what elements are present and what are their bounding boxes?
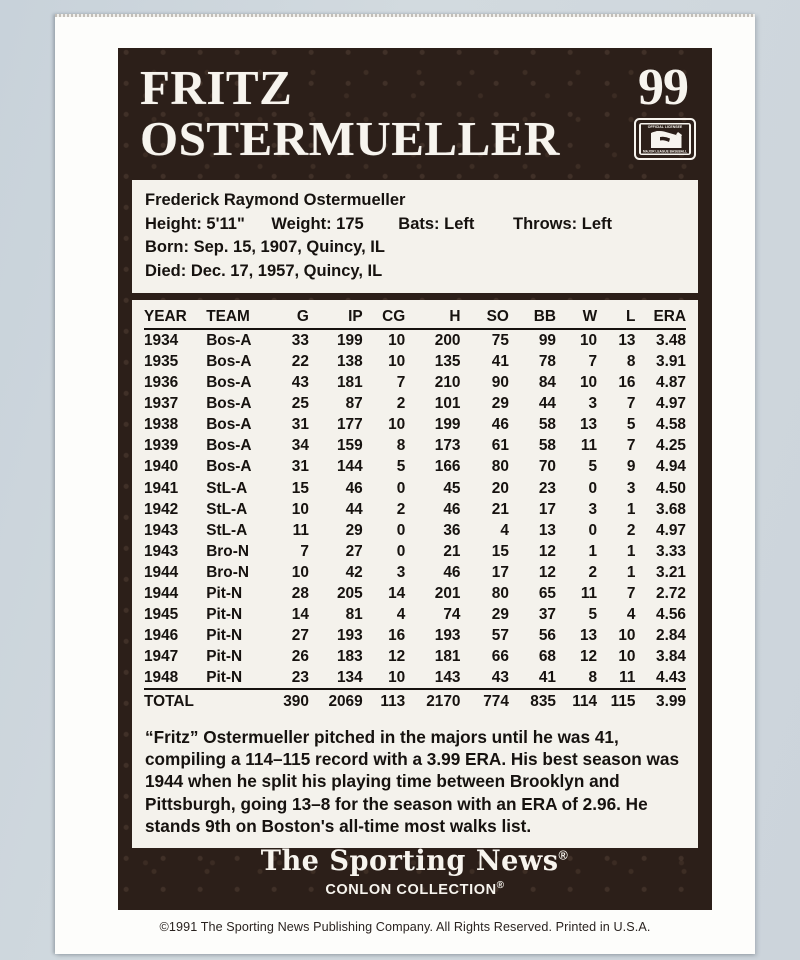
stats-cell-team: StL-A [206, 521, 248, 539]
card-header [118, 48, 712, 180]
stats-cell-cg: 10 [388, 416, 406, 434]
stats-cell-ip: 81 [345, 605, 363, 623]
col-header-w: W [556, 306, 597, 329]
stats-cell-w: 12 [579, 647, 598, 665]
conlon-collection-label [118, 880, 712, 898]
stats-cell-w: 10 [579, 332, 598, 350]
stats-cell-era: 3.68 [656, 500, 686, 518]
stats-cell-h: 36 [443, 521, 461, 539]
stats-row [144, 435, 686, 456]
stats-cell-cg: 8 [396, 437, 406, 455]
sporting-news-text: The Sporting News [261, 844, 559, 878]
stats-cell-cg: 3 [396, 563, 406, 581]
stats-cell-year: 1935 [144, 353, 179, 371]
stats-cell-l: 1 [626, 542, 636, 560]
stats-cell-year: 1944 [144, 563, 179, 581]
stats-cell-l: 1 [626, 563, 636, 581]
stats-cell-so: 43 [491, 668, 509, 686]
stats-cell-g: 31 [291, 458, 309, 476]
stats-cell-so: 4 [500, 521, 509, 539]
stats-cell-g: 33 [291, 332, 309, 350]
stats-cell-h: 46 [443, 500, 461, 518]
stats-cell-team: StL-A [206, 500, 248, 518]
stats-cell-bb: 12 [538, 542, 556, 560]
stats-cell-g: 31 [291, 416, 309, 434]
stats-cell-l: 7 [626, 437, 636, 455]
stats-cell-w: 13 [579, 626, 598, 644]
stats-cell-so: 80 [491, 584, 509, 602]
stats-cell-team: Bos-A [206, 332, 252, 350]
stats-cell-year: 1948 [144, 668, 179, 686]
stats-total-cell-l: 115 [597, 689, 635, 712]
stats-total-cell-ip: 2069 [309, 689, 363, 712]
stats-cell-cg: 0 [396, 479, 406, 497]
stats-cell-ip: 183 [337, 647, 363, 665]
stats-cell-bb: 37 [538, 605, 556, 623]
stats-cell-so: 75 [491, 332, 509, 350]
stats-cell-h: 173 [434, 437, 461, 455]
player-narrative: “Fritz” Ostermueller pitched in the majors until he was 41, compiling a 114–115 record with a 3.99 ERA. His best season was 1944 when he split his playing time between Brooklyn and Pittsburgh, going 13–8 for the season with an ERA of 2.96. He stands 9th on Boston's all-time most walks list. [145, 726, 680, 837]
stats-and-narrative-box [132, 300, 698, 848]
conlon-collection-text: CONLON COLLECTION [325, 882, 497, 898]
stats-cell-so: 15 [491, 542, 509, 560]
stats-cell-g: 14 [291, 605, 309, 623]
weight-label: Weight: [271, 214, 332, 233]
stats-cell-l: 7 [626, 584, 636, 602]
stats-cell-bb: 17 [538, 500, 556, 518]
stats-cell-era: 4.50 [656, 479, 686, 497]
stats-cell-ip: 193 [337, 626, 363, 644]
stats-cell-ip: 44 [345, 500, 363, 518]
card-number: 99 [638, 59, 688, 116]
throws-value: Left [581, 214, 613, 233]
stats-row [144, 541, 686, 562]
stats-cell-cg: 7 [396, 374, 406, 392]
bio-died-line [145, 260, 685, 284]
stats-total-cell-so: 774 [460, 689, 508, 712]
bats-value: Left [444, 214, 475, 233]
stats-cell-team: Pit-N [206, 647, 243, 665]
stats-total-cell-team [198, 689, 270, 712]
stats-cell-year: 1946 [144, 626, 179, 644]
stats-cell-year: 1945 [144, 605, 179, 623]
col-header-team: TEAM [198, 306, 270, 329]
stats-cell-team: Bos-A [206, 395, 252, 413]
bio-physical-line [145, 213, 685, 237]
stats-cell-era: 4.87 [656, 374, 686, 392]
stats-cell-g: 43 [291, 374, 309, 392]
stats-cell-ip: 134 [337, 668, 363, 686]
col-header-g: G [270, 306, 309, 329]
born-value: Sep. 15, 1907, Quincy, IL [193, 238, 385, 257]
stats-cell-ip: 181 [337, 374, 363, 392]
stats-cell-l: 7 [626, 395, 636, 413]
stats-cell-h: 199 [434, 416, 461, 434]
stats-cell-era: 4.25 [656, 437, 686, 455]
stats-cell-g: 27 [291, 626, 309, 644]
stats-cell-year: 1943 [144, 542, 179, 560]
stats-cell-year: 1943 [144, 521, 179, 539]
stats-cell-so: 80 [491, 458, 509, 476]
stats-cell-l: 9 [626, 458, 636, 476]
stats-cell-l: 5 [626, 416, 636, 434]
stats-cell-bb: 58 [538, 437, 556, 455]
stats-cell-w: 2 [588, 563, 598, 581]
stats-cell-g: 11 [292, 521, 309, 539]
stats-cell-w: 0 [588, 521, 598, 539]
col-header-era: ERA [635, 306, 686, 329]
stats-cell-w: 13 [579, 416, 598, 434]
stats-cell-g: 26 [291, 647, 309, 665]
career-stats-table-wrapper [132, 300, 698, 718]
stats-cell-l: 8 [626, 353, 636, 371]
col-header-l: L [597, 306, 635, 329]
stats-cell-so: 17 [491, 563, 509, 581]
stats-cell-so: 29 [491, 605, 509, 623]
stats-total-cell-w: 114 [556, 689, 597, 712]
stats-cell-h: 45 [443, 479, 461, 497]
stats-cell-l: 4 [626, 605, 636, 623]
stats-cell-ip: 159 [337, 437, 363, 455]
stats-row [144, 562, 686, 583]
stats-cell-cg: 16 [388, 626, 406, 644]
stats-cell-cg: 2 [396, 395, 406, 413]
stats-cell-g: 28 [291, 584, 309, 602]
stats-row [144, 583, 686, 604]
stats-cell-team: Bos-A [206, 437, 252, 455]
stats-table-body [144, 329, 686, 711]
stats-cell-w: 11 [580, 437, 598, 455]
stats-cell-era: 3.84 [656, 647, 686, 665]
stats-cell-year: 1936 [144, 374, 179, 392]
col-header-year: YEAR [144, 306, 198, 329]
stats-cell-so: 29 [491, 395, 509, 413]
stats-cell-cg: 2 [396, 500, 406, 518]
stats-cell-w: 5 [588, 605, 598, 623]
stats-row [144, 667, 686, 689]
stats-cell-cg: 5 [396, 458, 406, 476]
stats-cell-era: 4.97 [656, 395, 686, 413]
stats-cell-era: 4.97 [656, 521, 686, 539]
stats-cell-year: 1947 [144, 647, 179, 665]
brand-footer [118, 844, 712, 898]
stats-cell-h: 135 [434, 353, 461, 371]
stats-cell-era: 2.84 [656, 626, 686, 644]
stats-cell-g: 7 [300, 542, 309, 560]
stats-cell-year: 1934 [144, 332, 179, 350]
stats-cell-l: 3 [626, 479, 636, 497]
stats-cell-bb: 41 [538, 668, 556, 686]
stats-total-cell-year: TOTAL [144, 689, 198, 712]
stats-cell-bb: 56 [538, 626, 556, 644]
stats-cell-bb: 99 [538, 332, 556, 350]
stats-total-cell-cg: 113 [363, 689, 406, 712]
born-label: Born: [145, 238, 189, 257]
stats-cell-bb: 58 [538, 416, 556, 434]
stats-cell-team: Bos-A [206, 374, 252, 392]
stats-cell-h: 46 [443, 563, 461, 581]
stats-cell-year: 1937 [144, 395, 179, 413]
stats-cell-team: Pit-N [206, 584, 243, 602]
stats-cell-ip: 144 [337, 458, 363, 476]
stats-cell-g: 25 [291, 395, 309, 413]
stats-cell-year: 1938 [144, 416, 179, 434]
col-header-so: SO [460, 306, 508, 329]
stats-cell-h: 193 [434, 626, 461, 644]
stats-cell-era: 3.91 [656, 353, 686, 371]
stats-cell-year: 1941 [144, 479, 179, 497]
stats-cell-team: Bos-A [206, 458, 252, 476]
stats-cell-l: 1 [626, 500, 636, 518]
col-header-ip: IP [309, 306, 363, 329]
died-value: Dec. 17, 1957, Quincy, IL [190, 261, 383, 280]
stats-cell-so: 66 [491, 647, 509, 665]
stats-cell-h: 74 [443, 605, 461, 623]
stats-cell-era: 2.72 [656, 584, 686, 602]
stats-cell-so: 46 [491, 416, 509, 434]
stats-cell-so: 20 [491, 479, 509, 497]
stats-total-row [144, 689, 686, 712]
player-last-name: OSTERMUELLER [140, 111, 560, 167]
stats-cell-cg: 10 [388, 332, 406, 350]
stats-cell-cg: 4 [396, 605, 406, 623]
sporting-news-wordmark [261, 844, 569, 877]
stats-row [144, 456, 686, 477]
stats-cell-bb: 13 [538, 521, 556, 539]
stats-cell-w: 7 [588, 353, 598, 371]
stats-cell-w: 10 [579, 374, 598, 392]
stats-cell-bb: 23 [538, 479, 556, 497]
stats-cell-era: 4.56 [656, 605, 686, 623]
stats-row [144, 351, 686, 372]
stats-total-cell-bb: 835 [509, 689, 556, 712]
stats-cell-cg: 12 [388, 647, 406, 665]
stats-cell-l: 10 [618, 647, 636, 665]
stats-row [144, 478, 686, 499]
panel-divider [118, 293, 712, 300]
stats-row [144, 604, 686, 625]
stats-cell-w: 3 [588, 395, 598, 413]
player-bio-box [132, 180, 698, 293]
stats-cell-ip: 42 [345, 563, 363, 581]
stats-cell-g: 15 [291, 479, 309, 497]
card-dark-panel [118, 48, 712, 910]
stats-cell-team: Pit-N [206, 668, 243, 686]
stats-cell-g: 23 [291, 668, 309, 686]
stats-cell-team: StL-A [206, 479, 248, 497]
copyright-line: ©1991 The Sporting News Publishing Company. All Rights Reserved. Printed in U.S.A. [159, 920, 651, 934]
stats-cell-h: 200 [434, 332, 461, 350]
registered-mark-icon-2: ® [496, 880, 505, 892]
stats-cell-ip: 138 [337, 353, 363, 371]
stats-cell-team: Bos-A [206, 353, 252, 371]
stats-cell-so: 57 [491, 626, 509, 644]
career-stats-table [144, 306, 686, 711]
stats-cell-h: 143 [434, 668, 461, 686]
mlb-official-licensee-icon [634, 118, 696, 160]
stats-cell-l: 2 [626, 521, 636, 539]
stats-cell-era: 3.48 [656, 332, 686, 350]
stats-cell-cg: 10 [388, 353, 406, 371]
stats-row [144, 393, 686, 414]
stats-row [144, 329, 686, 351]
height-value: 5'11" [206, 214, 245, 233]
stats-cell-so: 41 [491, 353, 509, 371]
stats-cell-l: 11 [619, 668, 636, 686]
stats-cell-cg: 14 [388, 584, 406, 602]
stats-cell-era: 4.58 [656, 416, 686, 434]
stats-cell-era: 3.21 [656, 563, 686, 581]
col-header-h: H [405, 306, 460, 329]
stats-cell-h: 201 [434, 584, 461, 602]
stats-row [144, 625, 686, 646]
stats-cell-cg: 10 [388, 668, 406, 686]
stats-cell-year: 1944 [144, 584, 179, 602]
stats-cell-era: 3.33 [656, 542, 686, 560]
stats-cell-g: 34 [291, 437, 309, 455]
stats-cell-w: 1 [588, 542, 598, 560]
stats-cell-year: 1942 [144, 500, 179, 518]
stats-cell-team: Pit-N [206, 605, 243, 623]
stats-cell-team: Bro-N [206, 542, 249, 560]
bats-label: Bats: [398, 214, 440, 233]
stats-cell-team: Bos-A [206, 416, 252, 434]
registered-mark-icon: ® [558, 847, 569, 863]
stats-table-head [144, 306, 686, 329]
stats-cell-ip: 27 [345, 542, 363, 560]
player-first-name: FRITZ [140, 60, 293, 115]
stats-cell-era: 4.43 [656, 668, 686, 686]
stats-cell-w: 11 [580, 584, 598, 602]
stats-cell-ip: 29 [345, 521, 363, 539]
player-name [140, 59, 692, 167]
stats-total-cell-era: 3.99 [635, 689, 686, 712]
baseball-card-back [55, 14, 755, 954]
stats-cell-bb: 12 [538, 563, 556, 581]
stats-cell-ip: 177 [337, 416, 363, 434]
stats-row [144, 414, 686, 435]
stats-cell-year: 1939 [144, 437, 179, 455]
bio-born-line [145, 236, 685, 260]
stats-cell-bb: 84 [538, 374, 556, 392]
stats-cell-w: 8 [588, 668, 598, 686]
stats-cell-l: 13 [618, 332, 636, 350]
stats-cell-w: 5 [588, 458, 598, 476]
stats-cell-g: 10 [291, 500, 309, 518]
svg-text:OFFICIAL LICENSEE: OFFICIAL LICENSEE [647, 125, 683, 130]
stats-cell-ip: 205 [337, 584, 363, 602]
stats-cell-w: 3 [588, 500, 598, 518]
stats-cell-ip: 199 [337, 332, 363, 350]
svg-text:MAJOR LEAGUE BASEBALL: MAJOR LEAGUE BASEBALL [643, 149, 687, 154]
col-header-cg: CG [363, 306, 406, 329]
stats-cell-l: 10 [618, 626, 636, 644]
stats-cell-g: 22 [291, 353, 309, 371]
stats-cell-bb: 65 [538, 584, 556, 602]
stats-cell-cg: 0 [396, 521, 406, 539]
height-label: Height: [145, 214, 202, 233]
throws-label: Throws: [513, 214, 578, 233]
stats-cell-so: 90 [491, 374, 509, 392]
stats-cell-year: 1940 [144, 458, 179, 476]
stats-total-cell-g: 390 [270, 689, 309, 712]
stats-cell-h: 181 [434, 647, 461, 665]
stats-cell-bb: 78 [538, 353, 556, 371]
stats-cell-bb: 68 [538, 647, 556, 665]
stats-cell-h: 166 [434, 458, 461, 476]
stats-cell-g: 10 [291, 563, 309, 581]
stats-cell-h: 21 [443, 542, 461, 560]
stats-cell-w: 0 [588, 479, 598, 497]
died-label: Died: [145, 261, 187, 280]
stats-cell-bb: 44 [538, 395, 556, 413]
stats-cell-so: 21 [491, 500, 509, 518]
stats-cell-so: 61 [491, 437, 509, 455]
stats-cell-ip: 87 [345, 395, 363, 413]
stats-header-row [144, 306, 686, 329]
stats-total-cell-h: 2170 [405, 689, 460, 712]
stats-row [144, 499, 686, 520]
stats-cell-h: 101 [434, 395, 461, 413]
stats-cell-team: Bro-N [206, 563, 249, 581]
stats-cell-ip: 46 [345, 479, 363, 497]
stats-cell-h: 210 [434, 374, 461, 392]
stats-cell-l: 16 [618, 374, 636, 392]
stats-cell-team: Pit-N [206, 626, 243, 644]
stats-row [144, 646, 686, 667]
stats-cell-era: 4.94 [656, 458, 686, 476]
bio-full-name: Frederick Raymond Ostermueller [145, 191, 406, 209]
stats-row [144, 372, 686, 393]
stats-cell-cg: 0 [396, 542, 406, 560]
stats-row [144, 520, 686, 541]
col-header-bb: BB [509, 306, 556, 329]
stats-cell-bb: 70 [538, 458, 556, 476]
weight-value: 175 [336, 214, 364, 233]
